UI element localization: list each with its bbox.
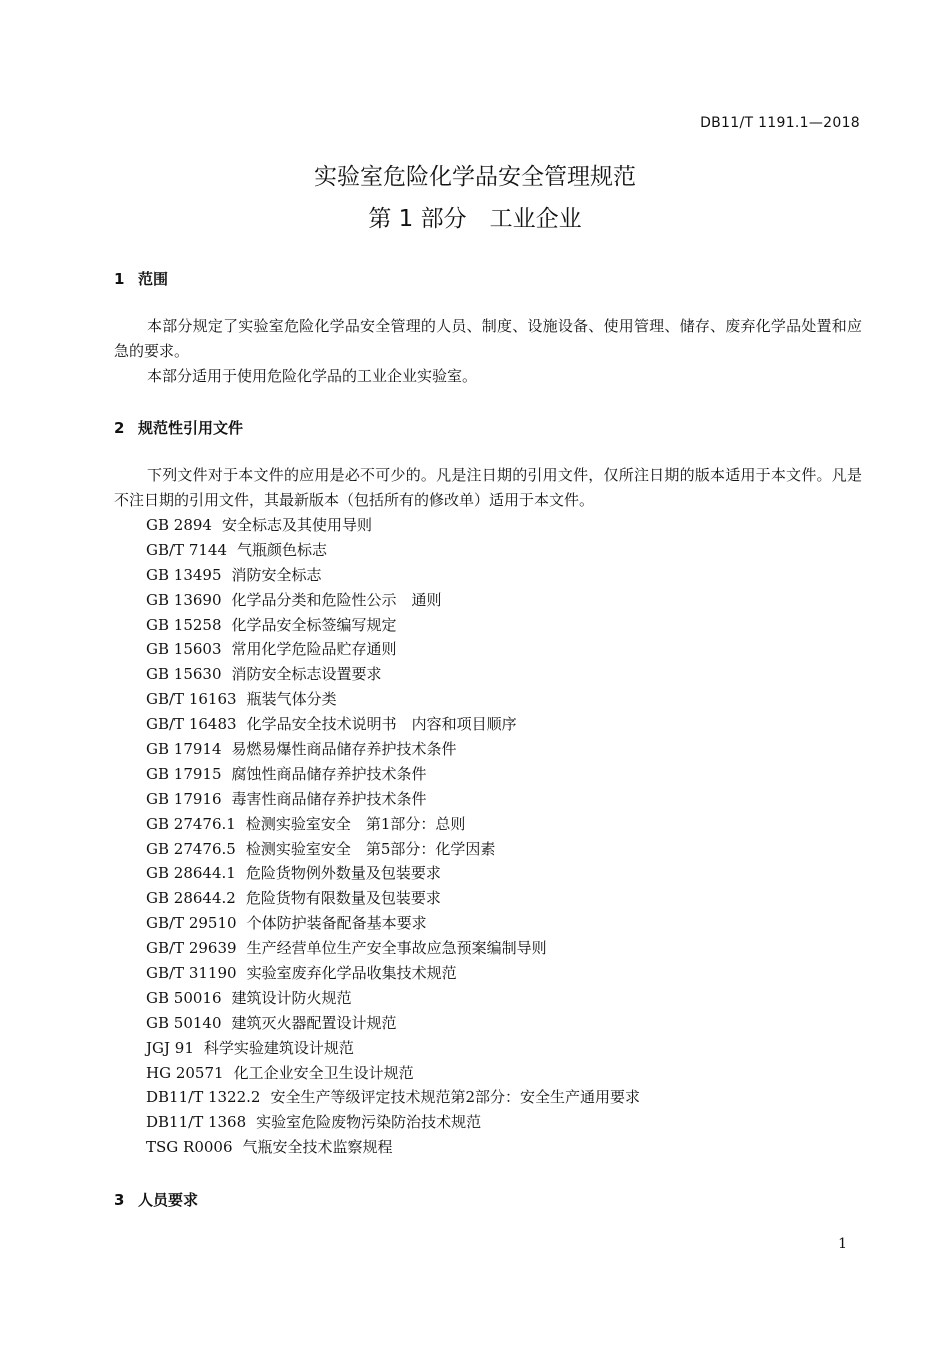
reference-title: 检测实验室安全 第5部分：化学因素 bbox=[245, 839, 496, 858]
reference-item bbox=[146, 662, 640, 687]
reference-item bbox=[146, 936, 640, 961]
reference-title: 化学品安全标签编写规定 bbox=[231, 615, 397, 634]
reference-title: 瓶装气体分类 bbox=[246, 690, 337, 709]
reference-item bbox=[146, 861, 640, 886]
reference-item bbox=[146, 563, 640, 588]
document-subtitle: 第 1 部分 工业企业 bbox=[368, 206, 582, 232]
reference-title: 消防安全标志设置要求 bbox=[231, 665, 382, 684]
reference-item bbox=[146, 837, 640, 862]
scope-paragraph-1: 本部分规定了实验室危险化学品安全管理的人员、制度、设施设备、使用管理、储存、废弃化学品处置和应急的要求。 bbox=[114, 317, 862, 360]
reference-code: GB/T 29510 bbox=[146, 914, 237, 933]
section-title: 范围 bbox=[138, 270, 169, 288]
reference-item bbox=[146, 687, 640, 712]
reference-item bbox=[146, 1036, 640, 1061]
reference-code: GB 17915 bbox=[146, 764, 222, 783]
reference-item bbox=[146, 787, 640, 812]
section-title: 人员要求 bbox=[138, 1191, 199, 1209]
reference-title: 腐蚀性商品储存养护技术条件 bbox=[231, 764, 427, 783]
reference-title: 科学实验建筑设计规范 bbox=[203, 1038, 354, 1057]
reference-title: 建筑灭火器配置设计规范 bbox=[231, 1013, 397, 1032]
reference-title: 化学品安全技术说明书 内容和项目顺序 bbox=[246, 715, 517, 734]
reference-code: GB 17914 bbox=[146, 740, 222, 759]
reference-code: GB 50016 bbox=[146, 988, 222, 1007]
reference-item bbox=[146, 1085, 640, 1110]
reference-item bbox=[146, 886, 640, 911]
reference-title: 安全生产等级评定技术规范第2部分：安全生产通用要求 bbox=[270, 1088, 640, 1107]
reference-title: 检测实验室安全 第1部分：总则 bbox=[245, 814, 466, 833]
section-heading-scope bbox=[114, 268, 168, 289]
reference-code: GB 28644.1 bbox=[146, 864, 236, 883]
reference-code: GB 27476.5 bbox=[146, 839, 236, 858]
reference-title: 化学品分类和危险性公示 通则 bbox=[231, 590, 442, 609]
reference-title: 生产经营单位生产安全事故应急预案编制导则 bbox=[246, 939, 547, 958]
reference-title: 气瓶颜色标志 bbox=[237, 540, 328, 559]
reference-item bbox=[146, 737, 640, 762]
reference-code: GB/T 16483 bbox=[146, 715, 237, 734]
reference-code: TSG R0006 bbox=[146, 1138, 233, 1157]
section-number: 1 bbox=[114, 270, 125, 288]
reference-code: GB 17916 bbox=[146, 789, 222, 808]
section-heading-references bbox=[114, 417, 243, 438]
reference-title: 常用化学危险品贮存通则 bbox=[231, 640, 397, 659]
reference-code: GB 15603 bbox=[146, 640, 222, 659]
reference-item bbox=[146, 513, 640, 538]
reference-item bbox=[146, 812, 640, 837]
reference-code: GB/T 31190 bbox=[146, 964, 237, 983]
reference-title: 安全标志及其使用导则 bbox=[221, 516, 372, 534]
reference-title: 消防安全标志 bbox=[231, 565, 322, 584]
reference-code: DB11/T 1322.2 bbox=[146, 1088, 261, 1107]
reference-code: GB 15258 bbox=[146, 615, 222, 634]
reference-title: 气瓶安全技术监察规程 bbox=[242, 1138, 393, 1157]
reference-item bbox=[146, 588, 640, 613]
reference-title: 危险货物例外数量及包装要求 bbox=[245, 864, 441, 883]
references-intro: 下列文件对于本文件的应用是必不可少的。凡是注日期的引用文件，仅所注日期的版本适用于本文件。凡是不注日期的引用文件，其最新版本（包括所有的修改单）适用于本文件。 bbox=[114, 466, 862, 509]
reference-item bbox=[146, 961, 640, 986]
page-number: 1 bbox=[838, 1236, 847, 1252]
reference-item bbox=[146, 1061, 640, 1086]
reference-list bbox=[146, 513, 640, 1160]
reference-title: 化工企业安全卫生设计规范 bbox=[233, 1063, 414, 1082]
reference-item bbox=[146, 1110, 640, 1135]
reference-item bbox=[146, 637, 640, 662]
reference-code: GB 13690 bbox=[146, 590, 222, 609]
section-number: 2 bbox=[114, 419, 125, 437]
reference-title: 建筑设计防火规范 bbox=[231, 988, 352, 1007]
reference-code: GB 2894 bbox=[146, 516, 212, 534]
reference-title: 危险货物有限数量及包装要求 bbox=[245, 889, 441, 908]
reference-code: GB 50140 bbox=[146, 1013, 222, 1032]
reference-code: GB/T 7144 bbox=[146, 540, 228, 559]
reference-code: GB/T 29639 bbox=[146, 939, 237, 958]
reference-title: 实验室危险废物污染防治技术规范 bbox=[256, 1113, 482, 1132]
section-heading-personnel bbox=[114, 1189, 198, 1210]
reference-code: GB/T 16163 bbox=[146, 690, 237, 709]
reference-item bbox=[146, 762, 640, 787]
reference-title: 易燃易爆性商品储存养护技术条件 bbox=[231, 740, 457, 759]
reference-item bbox=[146, 613, 640, 638]
reference-code: GB 15630 bbox=[146, 665, 222, 684]
reference-code: GB 27476.1 bbox=[146, 814, 236, 833]
reference-title: 个体防护装备配备基本要求 bbox=[246, 914, 427, 933]
reference-code: HG 20571 bbox=[146, 1063, 224, 1082]
reference-title: 毒害性商品储存养护技术条件 bbox=[231, 789, 427, 808]
reference-item bbox=[146, 986, 640, 1011]
document-title: 实验室危险化学品安全管理规范 bbox=[314, 164, 636, 190]
scope-paragraph-2: 本部分适用于使用危险化学品的工业企业实验室。 bbox=[147, 367, 478, 385]
reference-item bbox=[146, 712, 640, 737]
reference-item bbox=[146, 1011, 640, 1036]
standard-code: DB11/T 1191.1—2018 bbox=[700, 115, 860, 131]
reference-item bbox=[146, 911, 640, 936]
section-title: 规范性引用文件 bbox=[138, 419, 244, 437]
reference-code: GB 28644.2 bbox=[146, 889, 236, 908]
reference-item bbox=[146, 538, 640, 563]
reference-title: 实验室废弃化学品收集技术规范 bbox=[246, 964, 457, 983]
section-number: 3 bbox=[114, 1191, 125, 1209]
reference-code: DB11/T 1368 bbox=[146, 1113, 247, 1132]
reference-code: JGJ 91 bbox=[146, 1038, 194, 1057]
reference-item bbox=[146, 1135, 640, 1160]
reference-code: GB 13495 bbox=[146, 565, 222, 584]
